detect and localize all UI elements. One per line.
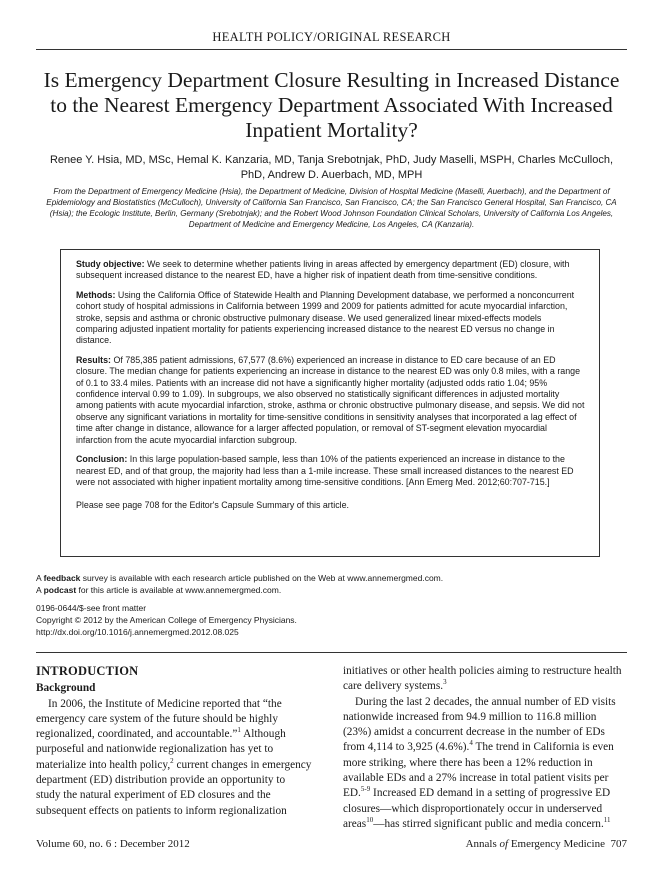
methods-text: Using the California Office of Statewide Health and Planning Development database, we performed a nonconcurrent cohort study of hospital admissions in California between 1999 and 2009 for patients admitted for acute myocardial infarction, stroke, sepsis and asthma or chronic obstructive pulmonary disease. We used generalized linear mixed-effects models comparing adjusted inpatient mortality for patients experiencing increased distance to the nearest ED versus no change in distance. xyxy=(76,289,575,346)
ref-1: 1 xyxy=(237,726,241,735)
body-column-right xyxy=(343,664,627,832)
doi-link[interactable]: http://dx.doi.org/10.1016/j.annemergmed.2012.08.025 xyxy=(36,626,239,637)
podcast-text: for this article is available at www.annemergmed.com. xyxy=(76,584,282,595)
methods-label: Methods: xyxy=(76,289,116,300)
article-title: Is Emergency Department Closure Resulting in Increased Distance to the Nearest Emergency Department Associated With Increased Inpatient Mortality? xyxy=(43,68,620,142)
journal-name-prefix: Annals xyxy=(465,838,500,850)
p1-cont-text: initiatives or other health policies aiming to restructure health care delivery systems. xyxy=(343,665,622,693)
body-column-left xyxy=(36,664,312,819)
ref-11: 11 xyxy=(603,816,611,825)
conclusion-text: In this large population-based sample, less than 10% of the patients experienced an increase in distance to the nearest ED, and of that group, the majority had less than a 1-mile increase. These small increased distances to the nearest ED were not associated with higher inpatient mortality among time-sensitive conditions. [Ann Emerg Med. 2012;60:707-715.] xyxy=(76,454,574,487)
podcast-prefix: A xyxy=(36,584,44,595)
body-paragraph-1-continued xyxy=(343,664,627,695)
ref-5-9: 5-9 xyxy=(360,785,371,794)
journal-name-of: of xyxy=(499,838,509,850)
section-header: HEALTH POLICY/ORIGINAL RESEARCH xyxy=(212,30,451,44)
capsule-note: Please see page 708 for the Editor's Capsule Summary of this article. xyxy=(76,500,350,511)
ref-2: 2 xyxy=(170,757,174,766)
feedback-word: feedback xyxy=(43,573,81,583)
copyright-line: Copyright © 2012 by the American College of Emergency Physicians. xyxy=(36,614,297,625)
p1-text-b: Although purposeful and nationwide regionalization has yet to materialize into health policy, xyxy=(36,728,286,771)
body-paragraph-1 xyxy=(36,697,312,819)
article-notes xyxy=(36,573,626,596)
volume-info: Volume 60, no. 6 : December 2012 xyxy=(36,838,190,850)
p2-text-b: The trend in California is even more striking, where there has been a 12% reduction in available EDs and a 27% increase in total patient visits per ED. xyxy=(343,741,614,800)
p2-text-c: Increased ED demand in a setting of progressive ED closures—which disproportionately occur in underserved areas xyxy=(343,787,611,830)
p1-text-c: current changes in emergency department (ED) distribution provide an opportunity to study the natural experiment of ED closures and the subsequent effects on patients to inform regionalization xyxy=(36,758,312,817)
abstract-methods xyxy=(76,290,585,347)
journal-page-number xyxy=(466,838,627,850)
p2-text-a: During the last 2 decades, the annual number of ED visits nationwide increased from 94.9 million to 116.8 million (23%) amidst a concurrent decrease in the number of EDs from 4,114 to 3,925 (4.6%). xyxy=(343,695,616,754)
author-affiliations: From the Department of Emergency Medicine (Hsia), the Department of Medicine, Division of Hospital Medicine (Maselli, Auerbach), and the Department of Epidemiology and Biostatistics (McCulloch), University of California San Francisco, San Francisco, CA; the San Francisco General Hospital, San Francisco, CA (Hsia); the Ecologic Institute, Berlin, Germany (Srebotnjak); and the Robert Wood Johnson Foundation Clinical Scholars, University of California Los Angeles, Department of Medicine and Emergency Medicine, Los Angeles, CA (Kanzaria). xyxy=(46,187,617,229)
conclusion-label: Conclusion: xyxy=(76,454,128,465)
results-label: Results: xyxy=(76,354,112,365)
section-heading: INTRODUCTION xyxy=(36,664,139,678)
p1-text-a: In 2006, the Institute of Medicine reported that “the emergency care system of the future should be highly regionalized, coordinated, and accountable.” xyxy=(36,697,282,741)
p2-text-d: —has stirred significant public and media concern. xyxy=(373,817,604,830)
objective-text: We seek to determine whether patients living in areas affected by emergency department (ED) closure, with subsequent increased distance to the nearest ED, have a higher risk of inpatient death from time-sensitive conditions. xyxy=(76,259,570,281)
header-rule xyxy=(36,49,627,50)
body-rule xyxy=(36,652,627,653)
feedback-prefix: A xyxy=(36,573,44,583)
abstract-box xyxy=(60,249,600,557)
feedback-text: survey is available with each research article published on the Web at www.annemergmed.com. xyxy=(80,573,444,583)
author-list: Renee Y. Hsia, MD, MSc, Hemal K. Kanzaria, MD, Tanja Srebotnjak, PhD, Judy Maselli, MSPH, Charles McCulloch, PhD, Andrew D. Auerbach, MD, MPH xyxy=(49,154,614,181)
issn-line: 0196-0644/$-see front matter xyxy=(36,603,147,613)
results-text: Of 785,385 patient admissions, 67,577 (8.6%) experienced an increase in distance to ED care because of an ED closure. The median change for patients experiencing an increase in distance to the nearest ED was only 0.8 miles, with a range of 0.1 to 33.4 miles. Patients with an increase did not have a significantly higher mortality (adjusted odds ratio 1.04; 95% confidence interval 0.99 to 1.09). In subgroups, we also observed no statistically significant differences in adjusted mortality among patients with acute myocardial infarction, stroke, asthma or chronic obstructive pulmonary disease, and sepsis. We did not observe any significant variations in mortality for time-sensitive conditions in sensitivity analyses that incorporated a lag effect of time after change in distance, allowance for a larger affected population, or removal of ST-segment elevation myocardial infarction from the acute myocardial infarction subgroup. xyxy=(76,354,585,445)
journal-name-suffix: Emergency Medicine xyxy=(508,838,605,850)
feedback-note xyxy=(36,573,626,585)
abstract-conclusion xyxy=(76,454,585,488)
page-number: 707 xyxy=(610,838,627,850)
subsection-heading: Background xyxy=(36,682,96,695)
abstract-objective xyxy=(76,259,585,282)
podcast-note xyxy=(36,585,626,597)
ref-3: 3 xyxy=(443,678,447,687)
podcast-word: podcast xyxy=(43,584,77,595)
ref-10: 10 xyxy=(366,816,374,825)
body-paragraph-2 xyxy=(343,695,627,833)
objective-label: Study objective: xyxy=(76,259,145,269)
copyright-block xyxy=(36,603,626,638)
abstract-results xyxy=(76,355,585,446)
ref-4: 4 xyxy=(469,739,473,748)
